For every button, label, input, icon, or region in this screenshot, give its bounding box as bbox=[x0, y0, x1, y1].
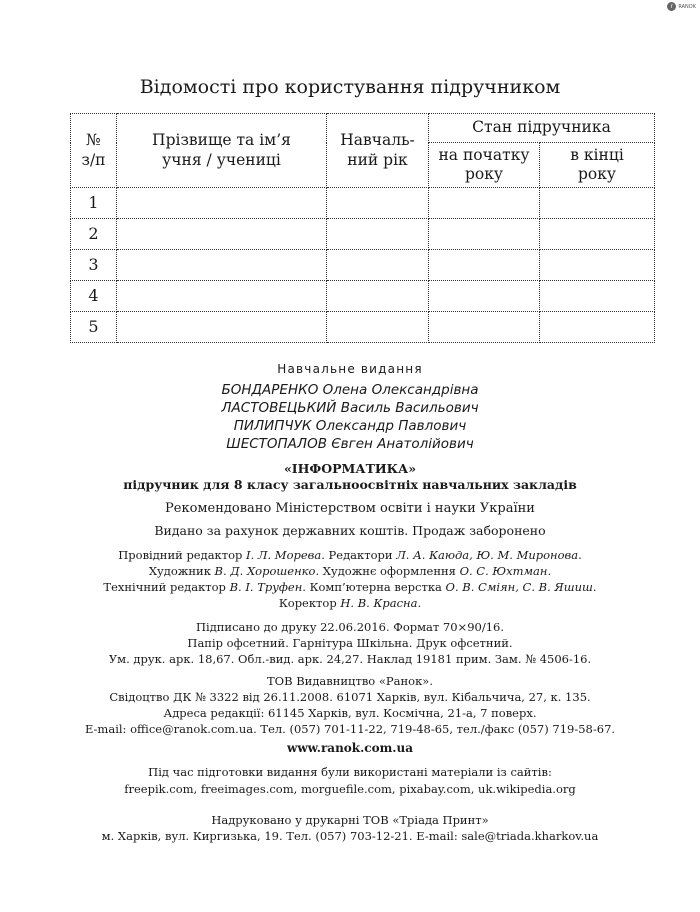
usage-table bbox=[70, 113, 655, 343]
website-link[interactable]: www.ranok.com.ua bbox=[287, 740, 413, 755]
cell-end bbox=[540, 219, 655, 250]
sources-note: Під час підготовки видання були використані матеріали із сайтів: freepik.com, freeimages.com, morguefile.com, pixabay.com, uk.wikipedia.org bbox=[124, 765, 576, 796]
credits-line-proof: Коректор Н. В. Красна. bbox=[278, 595, 422, 610]
publisher-logo bbox=[667, 2, 696, 11]
author-line: БОНДАРЕНКО Олена Олександрівна bbox=[221, 381, 479, 398]
table-row bbox=[71, 281, 655, 312]
header-book-condition: Стан підручника bbox=[429, 114, 655, 143]
row-number: 2 bbox=[71, 219, 117, 250]
header-number: № з/п bbox=[71, 114, 117, 188]
edition-type: Навчальне видання bbox=[277, 362, 423, 376]
cell-year bbox=[327, 219, 429, 250]
header-student-name: Прізвище та ім’я учня / учениці bbox=[117, 114, 327, 188]
header-end-of-year: в кінці року bbox=[540, 143, 655, 188]
cell-year bbox=[327, 188, 429, 219]
cell-start bbox=[429, 250, 540, 281]
book-subtitle: підручник для 8 класу загальноосвітніх навчальних закладів bbox=[123, 477, 577, 493]
row-number: 1 bbox=[71, 188, 117, 219]
cell-start bbox=[429, 312, 540, 343]
printer-details: Надруковано у друкарні ТОВ «Тріада Принт» м. Харків, вул. Киргизька, 19. Тел. (057) 703-12-21. E-mail: sale@triada.kharkov.ua bbox=[101, 812, 599, 843]
cell-year bbox=[327, 281, 429, 312]
cell-start bbox=[429, 281, 540, 312]
print-details: Підписано до друку 22.06.2016. Формат 70×90/16. Папір офсетний. Гарнітура Шкільна. Друк офсетний. Ум. друк. арк. 18,67. Обл.-вид. арк. 24,27. Наклад 19181 прим. Зам. № 4506-16. bbox=[108, 619, 592, 667]
table-row bbox=[71, 250, 655, 281]
author-line: ШЕСТОПАЛОВ Євген Анатолійович bbox=[226, 435, 474, 452]
cell-name bbox=[117, 312, 327, 343]
credits-line-art: Художник В. Д. Хорошенко. Художнє оформлення О. С. Юхтман. bbox=[148, 563, 552, 578]
book-title: «ІНФОРМАТИКА» bbox=[283, 460, 417, 476]
table-row bbox=[71, 312, 655, 343]
cell-name bbox=[117, 250, 327, 281]
header-school-year: Навчаль- ний рік bbox=[327, 114, 429, 188]
credits-line-editors: Провідний редактор І. Л. Морева. Редактори Л. А. Каюда, Ю. М. Миронова. bbox=[118, 547, 582, 562]
cell-end bbox=[540, 281, 655, 312]
colophon bbox=[0, 362, 700, 844]
cell-name bbox=[117, 281, 327, 312]
ranok-logo-icon: r bbox=[667, 2, 676, 11]
cell-end bbox=[540, 250, 655, 281]
table-row bbox=[71, 188, 655, 219]
credits-line-tech: Технічний редактор В. І. Труфен. Комп’ютерна верстка О. В. Сміян, С. В. Яшиш. bbox=[103, 579, 597, 594]
funding-note: Видано за рахунок державних коштів. Продаж заборонено bbox=[154, 523, 546, 539]
cell-name bbox=[117, 219, 327, 250]
author-line: ЛАСТОВЕЦЬКИЙ Василь Васильович bbox=[221, 399, 479, 416]
cell-start bbox=[429, 188, 540, 219]
cell-year bbox=[327, 312, 429, 343]
recommendation-note: Рекомендовано Міністерством освіти і науки України bbox=[165, 501, 535, 517]
row-number: 5 bbox=[71, 312, 117, 343]
cell-year bbox=[327, 250, 429, 281]
logo-text: RANOK bbox=[678, 3, 696, 10]
cell-start bbox=[429, 219, 540, 250]
row-number: 4 bbox=[71, 281, 117, 312]
table-title: Відомості про користування підручником bbox=[139, 76, 561, 98]
cell-end bbox=[540, 312, 655, 343]
author-line: ПИЛИПЧУК Олександр Павлович bbox=[233, 417, 467, 434]
credits bbox=[0, 547, 700, 611]
cell-name bbox=[117, 188, 327, 219]
publisher-details: ТОВ Видавництво «Ранок». Свідоцтво ДК № 3322 від 26.11.2008. 61071 Харків, вул. Кібальчича, 27, к. 135. Адреса редакції: 61145 Харків, вул. Космічна, 21-а, 7 поверх. E-mail: office@ranok.com.ua. Тел. (057) 701-11-22, 719-48-65, тел./факс (057) 719-58-67. bbox=[84, 674, 616, 737]
header-start-of-year: на початку року bbox=[429, 143, 540, 188]
cell-end bbox=[540, 188, 655, 219]
row-number: 3 bbox=[71, 250, 117, 281]
table-row bbox=[71, 219, 655, 250]
